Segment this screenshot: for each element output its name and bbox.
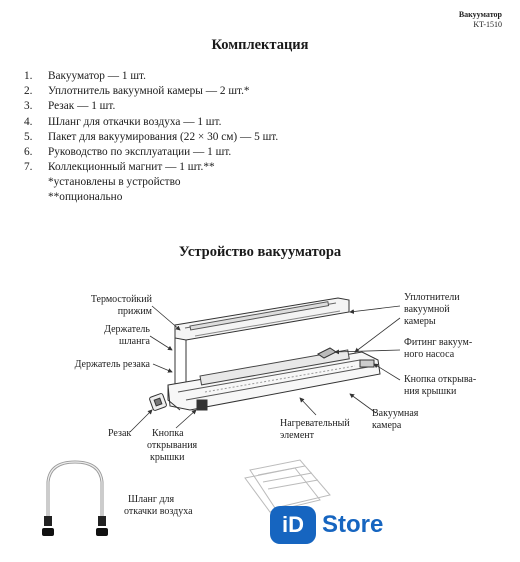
list-item — [24, 99, 278, 114]
item-text: Резак — 1 шт. — [48, 100, 116, 113]
item-text: Вакууматор — 1 шт. — [48, 70, 146, 82]
label-hose: откачки воздуха — [124, 506, 193, 517]
label-clamp: Термостойкий — [90, 294, 152, 305]
store-logo-mark: iD — [270, 506, 316, 544]
header-code: KT-1510 — [473, 20, 502, 29]
label-chamber-seals: вакуумной — [404, 304, 450, 315]
item-text: Руководство по эксплуатации — 1 шт. — [48, 146, 232, 159]
header-model: Вакууматор — [458, 10, 502, 19]
label-pump-fitting: ного насоса — [404, 349, 455, 360]
item-text: Пакет для вакуумирования (22 × 30 см) — 5 шт. — [48, 130, 279, 143]
label-clamp: прижим — [117, 306, 152, 317]
item-text: Коллекционный магнит — 1 шт.** — [48, 161, 215, 174]
list-item — [24, 115, 278, 130]
item-number: 2. — [24, 85, 33, 98]
page-header — [459, 10, 502, 30]
label-hose: Шланг для — [128, 494, 175, 505]
label-open-button-left: открывания — [147, 440, 198, 451]
cutter-illustration — [149, 393, 167, 411]
list-item — [24, 145, 278, 160]
vacuum-bags-illustration — [245, 460, 330, 512]
device-title: Устройство вакууматора — [178, 244, 342, 260]
item-number: 3. — [24, 100, 33, 113]
label-open-button-left: крышки — [150, 452, 185, 463]
label-chamber-seals: Уплотнители — [404, 292, 460, 303]
label-cutter: Резак — [108, 428, 132, 439]
device-diagram — [0, 270, 520, 562]
item-number: 7. — [24, 161, 33, 174]
label-heater: Нагревательный — [280, 418, 350, 429]
label-chamber-seals: камеры — [404, 316, 436, 327]
item-number: 1. — [24, 70, 33, 82]
list-item — [24, 160, 278, 175]
label-open-button-right: Кнопка открыва- — [404, 374, 477, 385]
vacuum-sealer-illustration — [168, 298, 380, 410]
label-vacuum-chamber: Вакуумная — [372, 408, 419, 419]
label-heater: элемент — [280, 430, 315, 441]
item-text: Уплотнитель вакуумной камеры — 2 шт.* — [48, 85, 250, 98]
label-hose-holder: шланга — [118, 336, 150, 347]
list-item — [24, 84, 278, 99]
hose-illustration — [42, 462, 108, 536]
label-open-button-left: Кнопка — [152, 428, 184, 439]
footnote-installed: *установлены в устройство — [48, 176, 181, 189]
label-cutter-holder: Держатель резака — [74, 359, 150, 370]
kit-list — [24, 69, 278, 204]
store-logo — [270, 506, 383, 544]
list-item — [24, 130, 278, 145]
label-pump-fitting: Фитинг вакуум- — [404, 337, 473, 348]
kit-title: Комплектация — [211, 37, 309, 53]
item-number: 4. — [24, 115, 33, 128]
store-logo-word: Store — [322, 511, 384, 538]
label-vacuum-chamber: камера — [372, 420, 402, 431]
item-text: Шланг для откачки воздуха — 1 шт. — [48, 115, 222, 128]
footnote-optional: **опционально — [48, 190, 123, 203]
item-number: 6. — [24, 146, 33, 159]
item-number: 5. — [24, 130, 33, 143]
label-open-button-right: ния крышки — [404, 386, 457, 397]
label-hose-holder: Держатель — [104, 324, 150, 335]
list-item — [24, 69, 278, 84]
